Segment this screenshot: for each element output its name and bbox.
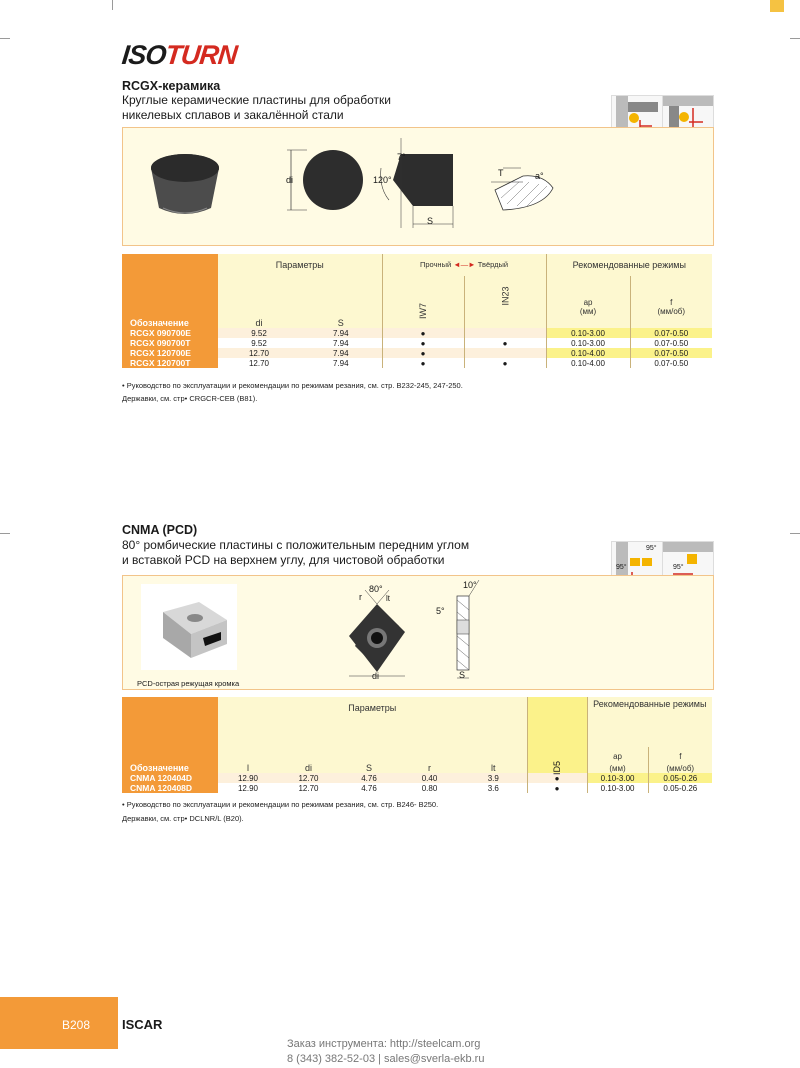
col-group-modes: Рекомендованные режимы <box>546 254 712 276</box>
col-header-r: r <box>399 761 460 773</box>
row-designation: RCGX 120700T <box>122 358 218 368</box>
section1-subtitle-line2: никелевых сплавов и закалённой стали <box>122 108 344 122</box>
row-designation: RCGX 090700E <box>122 328 218 338</box>
page-number: B208 <box>62 1018 91 1032</box>
col-header-id5: ID5 <box>527 697 587 773</box>
col-header-ap: ap (мм) <box>546 276 630 316</box>
op-angle-95c: 95° <box>673 564 684 571</box>
section2-note-holders: Державки, см. стр• DCLNR/L (B20). <box>122 814 244 823</box>
section1-subtitle-line1: Круглые керамические пластины для обработки <box>122 93 391 107</box>
fig1-label-di: di <box>286 175 294 185</box>
logo-part-iso: ISO <box>120 40 168 70</box>
fig1-label-120deg: 120° <box>373 175 392 185</box>
pcd-photo-caption: PCD-острая режущая кромка <box>137 679 240 688</box>
fig2-label-di: di <box>372 671 380 681</box>
cnma-top-view <box>349 590 405 676</box>
table-row: CNMA 120404D 12.90 12.70 4.76 0.40 3.9 ● 0.10-3.00 0.05-0.26 <box>122 773 712 783</box>
col-header-lt: lt <box>460 761 527 773</box>
col-group-modes: Рекомендованные режимы <box>587 697 712 747</box>
section1-figure-box <box>122 127 714 246</box>
fig2-label-lt: lt <box>386 594 390 603</box>
table-row: RCGX 120700E 12.70 7.94 ● 0.10-4.00 0.07-0.50 <box>122 348 712 358</box>
row-designation: RCGX 120700E <box>122 348 218 358</box>
col-group-parameters: Параметры <box>218 254 382 276</box>
footer-brand: ISCAR <box>122 1017 163 1032</box>
fig1-label-a: a° <box>535 171 544 181</box>
cnma-side-view <box>457 580 479 678</box>
col-header-iw7: IW7 <box>382 276 464 316</box>
section2-subtitle-line2: и вставкой PCD на верхнем углу, для чистовой обработки <box>122 553 445 567</box>
col-header-ap: ap <box>587 747 648 761</box>
tough-label: Прочный <box>419 260 452 269</box>
fig2-label-r: r <box>359 592 362 602</box>
fig2-label-s: S <box>459 670 466 680</box>
fig2-label-5deg: 5° <box>436 606 445 616</box>
col-group-parameters: Параметры <box>218 697 527 747</box>
logo-part-turn: TURN <box>163 40 239 70</box>
rcgx-insert-photo <box>151 154 219 214</box>
fig1-label-s: S <box>427 216 434 226</box>
fig2-label-80deg: 80° <box>369 584 383 594</box>
hard-label: Твёрдый <box>477 260 509 269</box>
col-header-in23: IN23 <box>464 276 546 316</box>
section1-note-guide: • Руководство по эксплуатации и рекомендации по режимам резания, см. стр. B232-245, 247-250. <box>122 381 463 390</box>
section1-note-holders: Державки, см. стр• CRGCR-CEB (B81). <box>122 394 258 403</box>
fig1-label-t: T <box>498 168 504 178</box>
table-row: RCGX 090700E 9.52 7.94 ● 0.10-3.00 0.07-0.50 <box>122 328 712 338</box>
col-header-di: di <box>278 761 339 773</box>
isoturn-logo <box>120 40 238 71</box>
cnma-insert-photo <box>141 584 237 670</box>
section1-title: RCGX-керамика <box>122 79 221 93</box>
op-angle-95a: 95° <box>646 545 657 552</box>
col-header-s: S <box>300 316 382 328</box>
order-link[interactable]: Заказ инструмента: http://steelcam.org <box>287 1038 481 1050</box>
col-header-l: l <box>218 761 278 773</box>
section2-note-guide: • Руководство по эксплуатации и рекомендации по режимам резания, см. стр. B246- B250. <box>122 800 439 809</box>
rcgx-spec-table <box>122 254 712 368</box>
row-designation: CNMA 120404D <box>122 773 218 783</box>
section2-insert-drawings <box>123 576 713 689</box>
section2-figure-box <box>122 575 714 690</box>
col-header-designation: Обозначение <box>122 254 218 328</box>
tough-hard-arrow-icon: ◄—► <box>453 260 476 269</box>
col-header-ap-unit: (мм) <box>587 761 648 773</box>
section1-insert-drawings <box>123 128 713 245</box>
row-designation: RCGX 090700T <box>122 338 218 348</box>
row-designation: CNMA 120408D <box>122 783 218 793</box>
contact-line[interactable]: 8 (343) 382-52-03 | sales@sverla-ekb.ru <box>287 1053 485 1065</box>
rcgx-top-view <box>287 150 363 210</box>
col-header-f: f <box>648 747 712 761</box>
footer-contact <box>287 1037 484 1067</box>
table-row: CNMA 120408D 12.90 12.70 4.76 0.80 3.6 ● 0.10-3.00 0.05-0.26 <box>122 783 712 793</box>
section2-subtitle-line1: 80° ромбические пластины с положительным передним углом <box>122 538 470 552</box>
table-row: RCGX 120700T 12.70 7.94 ● ● 0.10-4.00 0.07-0.50 <box>122 358 712 368</box>
fig1-label-7deg: 7° <box>397 152 406 162</box>
col-header-di: di <box>218 316 300 328</box>
op-angle-95b: 95° <box>616 564 627 571</box>
col-header-designation: Обозначение <box>122 697 218 773</box>
table-row: RCGX 090700T 9.52 7.94 ● ● 0.10-3.00 0.07-0.50 <box>122 338 712 348</box>
col-header-f: f (мм/об) <box>630 276 712 316</box>
col-group-toughness <box>382 254 546 276</box>
fig2-label-10deg: 10° <box>463 580 477 590</box>
col-header-f-unit: (мм/об) <box>648 761 712 773</box>
page-number-box <box>0 997 118 1049</box>
section2-title: CNMA (PCD) <box>122 523 198 537</box>
cnma-spec-table <box>122 697 712 793</box>
col-header-s: S <box>339 761 399 773</box>
